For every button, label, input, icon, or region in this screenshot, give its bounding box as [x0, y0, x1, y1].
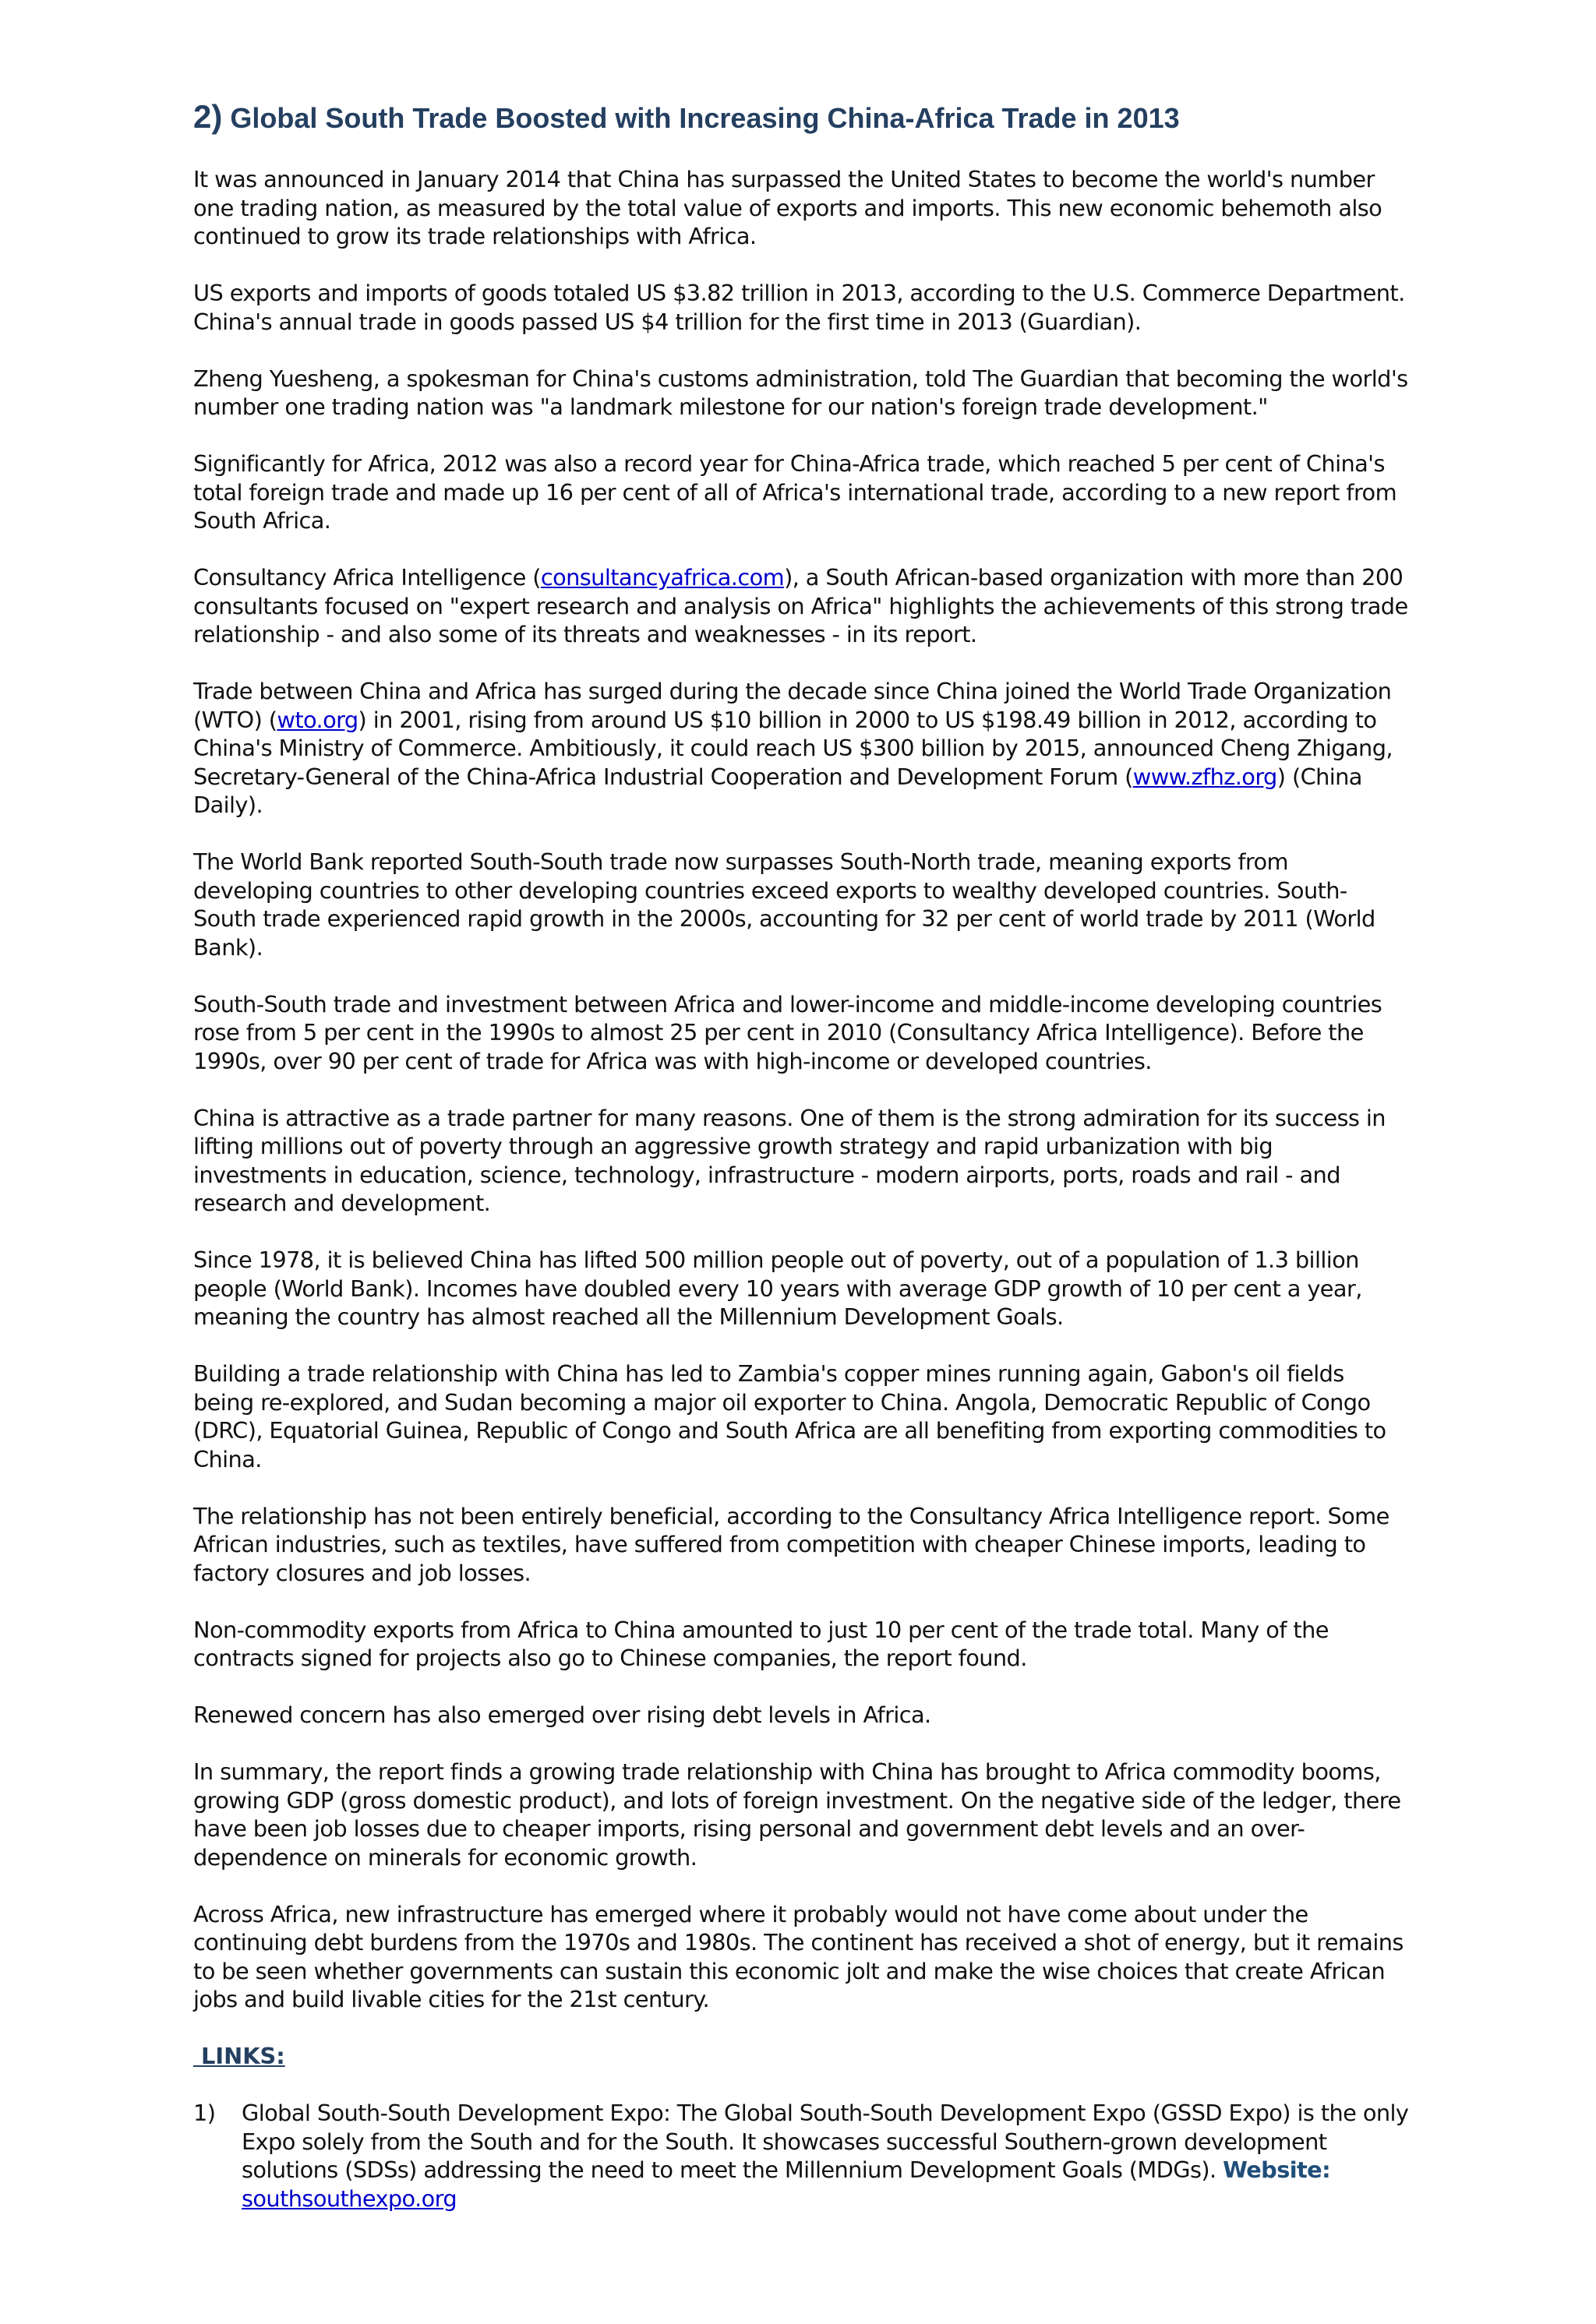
paragraph-10: Since 1978, it is believed China has lifted 500 million people out of poverty, out of a population of 1.3 billion people (World Bank). Incomes have doubled every 10 years with average GDP growth of 10 per cent a year, meaning the country has almost reached all the Millennium Development Goals. [193, 1247, 1362, 1330]
wto-link[interactable]: wto.org [277, 706, 358, 733]
paragraph-13: Non-commodity exports from Africa to China amounted to just 10 per cent of the trade total. Many of the contracts signed for projects also go to Chinese companies, the report found. [193, 1616, 1329, 1671]
southsouthexpo-link[interactable]: southsouthexpo.org [242, 2185, 457, 2212]
paragraph-4: Significantly for Africa, 2012 was also a record year for China-Africa trade, which reached 5 per cent of China's total foreign trade and made up 16 per cent of all of Africa's international trade, according to a new report from South Africa. [193, 450, 1397, 534]
paragraph-6 [193, 677, 1409, 820]
paragraph-1: It was announced in January 2014 that China has surpassed the United States to become the world's number one trading nation, as measured by the total value of exports and imports. This new economic behemoth also continued to grow its trade relationships with Africa. [193, 166, 1382, 249]
paragraph-16: Across Africa, new infrastructure has emerged where it probably would not have come about under the continuing debt burdens from the 1970s and 1980s. The continent has received a shot of energy, but it remains to be seen whether governments can sustain this economic jolt and make the wise choices that create African jobs and build livable cities for the 21st century. [193, 1900, 1404, 2012]
list-item [193, 2099, 1409, 2213]
paragraph-2: US exports and imports of goods totaled US $3.82 trillion in 2013, according to the U.S. Commerce Department. China's annual trade in goods passed US $4 trillion for the first time in 2013 (Guardian). [193, 280, 1405, 335]
paragraph-9: China is attractive as a trade partner for many reasons. One of them is the strong admiration for its success in lifting millions out of poverty through an aggressive growth strategy and rapid urbanization with big investments in education, science, technology, infrastructure - modern airports, ports, roads and rail - and research and development. [193, 1104, 1386, 1216]
paragraph-6-text-end: ) (China Daily). [193, 763, 1362, 818]
consultancyafrica-link[interactable]: consultancyafrica.com [540, 564, 785, 591]
paragraph-12: The relationship has not been entirely beneficial, according to the Consultancy Africa Intelligence report. Some African industries, such as textiles, have suffered from competition with cheaper Chinese imports, leading to factory closures and job losses. [193, 1502, 1389, 1586]
paragraph-5 [193, 563, 1409, 649]
document-page [193, 93, 1409, 2213]
links-heading: LINKS: [193, 2043, 285, 2069]
section-number: 2) [193, 98, 223, 135]
website-label: Website: [1223, 2156, 1331, 2183]
list-item-description: Global South-South Development Expo: The Global South-South Development Expo (GSSD Expo) is the only Expo solely from the South and for the South. It showcases successful Southern-grown development solutions (SDSs) addressing the need to meet the Millennium Development Goals (MDGs). [242, 2100, 1409, 2183]
paragraph-6-text-middle: ) in 2001, rising from around US $10 billion in 2000 to US $198.49 billion in 2012, according to China's Ministry of Commerce. Ambitiously, it could reach US $300 billion by 2015, announced Cheng Zhigang, Secretary-General of the China-Africa Industrial Cooperation and Development Forum ( [193, 706, 1393, 790]
paragraph-8: South-South trade and investment between Africa and lower-income and middle-income developing countries rose from 5 per cent in the 1990s to almost 25 per cent in 2010 (Consultancy Africa Intelligence). Before the 1990s, over 90 per cent of trade for Africa was with high-income or developed countries. [193, 990, 1382, 1074]
paragraph-3: Zheng Yuesheng, a spokesman for China's customs administration, told The Guardian that becoming the world's number one trading nation was "a landmark milestone for our nation's foreign trade development." [193, 365, 1408, 420]
zfhz-link[interactable]: www.zfhz.org [1132, 763, 1277, 790]
paragraph-5-text-start: Consultancy Africa Intelligence ( [193, 564, 541, 591]
paragraph-15: In summary, the report finds a growing trade relationship with China has brought to Africa commodity booms, growing GDP (gross domestic product), and lots of foreign investment. On the negative side of the ledger, there have been job losses due to cheaper imports, rising personal and government debt levels and an over-dependence on minerals for economic growth. [193, 1758, 1401, 1871]
paragraph-14: Renewed concern has also emerged over rising debt levels in Africa. [193, 1702, 931, 1728]
paragraph-6-text-start: Trade between China and Africa has surged during the decade since China joined the World Trade Organization (WTO) ( [193, 678, 1392, 733]
section-heading [193, 93, 1409, 142]
list-item-number: 1) [193, 2100, 216, 2126]
paragraph-5-text-end: ), a South African-based organization with more than 200 consultants focused on "expert research and analysis on Africa" highlights the achievements of this strong trade relationship - and also some of its threats and weaknesses - in its report. [193, 564, 1408, 647]
paragraph-11: Building a trade relationship with China has led to Zambia's copper mines running again, Gabon's oil fields being re-explored, and Sudan becoming a major oil exporter to China. Angola, Democratic Republic of Congo (DRC), Equatorial Guinea, Republic of Congo and South Africa are all benefiting from exporting commodities to China. [193, 1360, 1386, 1472]
section-title: Global South Trade Boosted with Increasing China-Africa Trade in 2013 [230, 102, 1180, 134]
paragraph-7: The World Bank reported South-South trade now surpasses South-North trade, meaning exports from developing countries to other developing countries exceed exports to wealthy developed countries. South-South trade experienced rapid growth in the 2000s, accounting for 32 per cent of world trade by 2011 (World Bank). [193, 848, 1375, 961]
list-item-body [242, 2099, 1409, 2213]
